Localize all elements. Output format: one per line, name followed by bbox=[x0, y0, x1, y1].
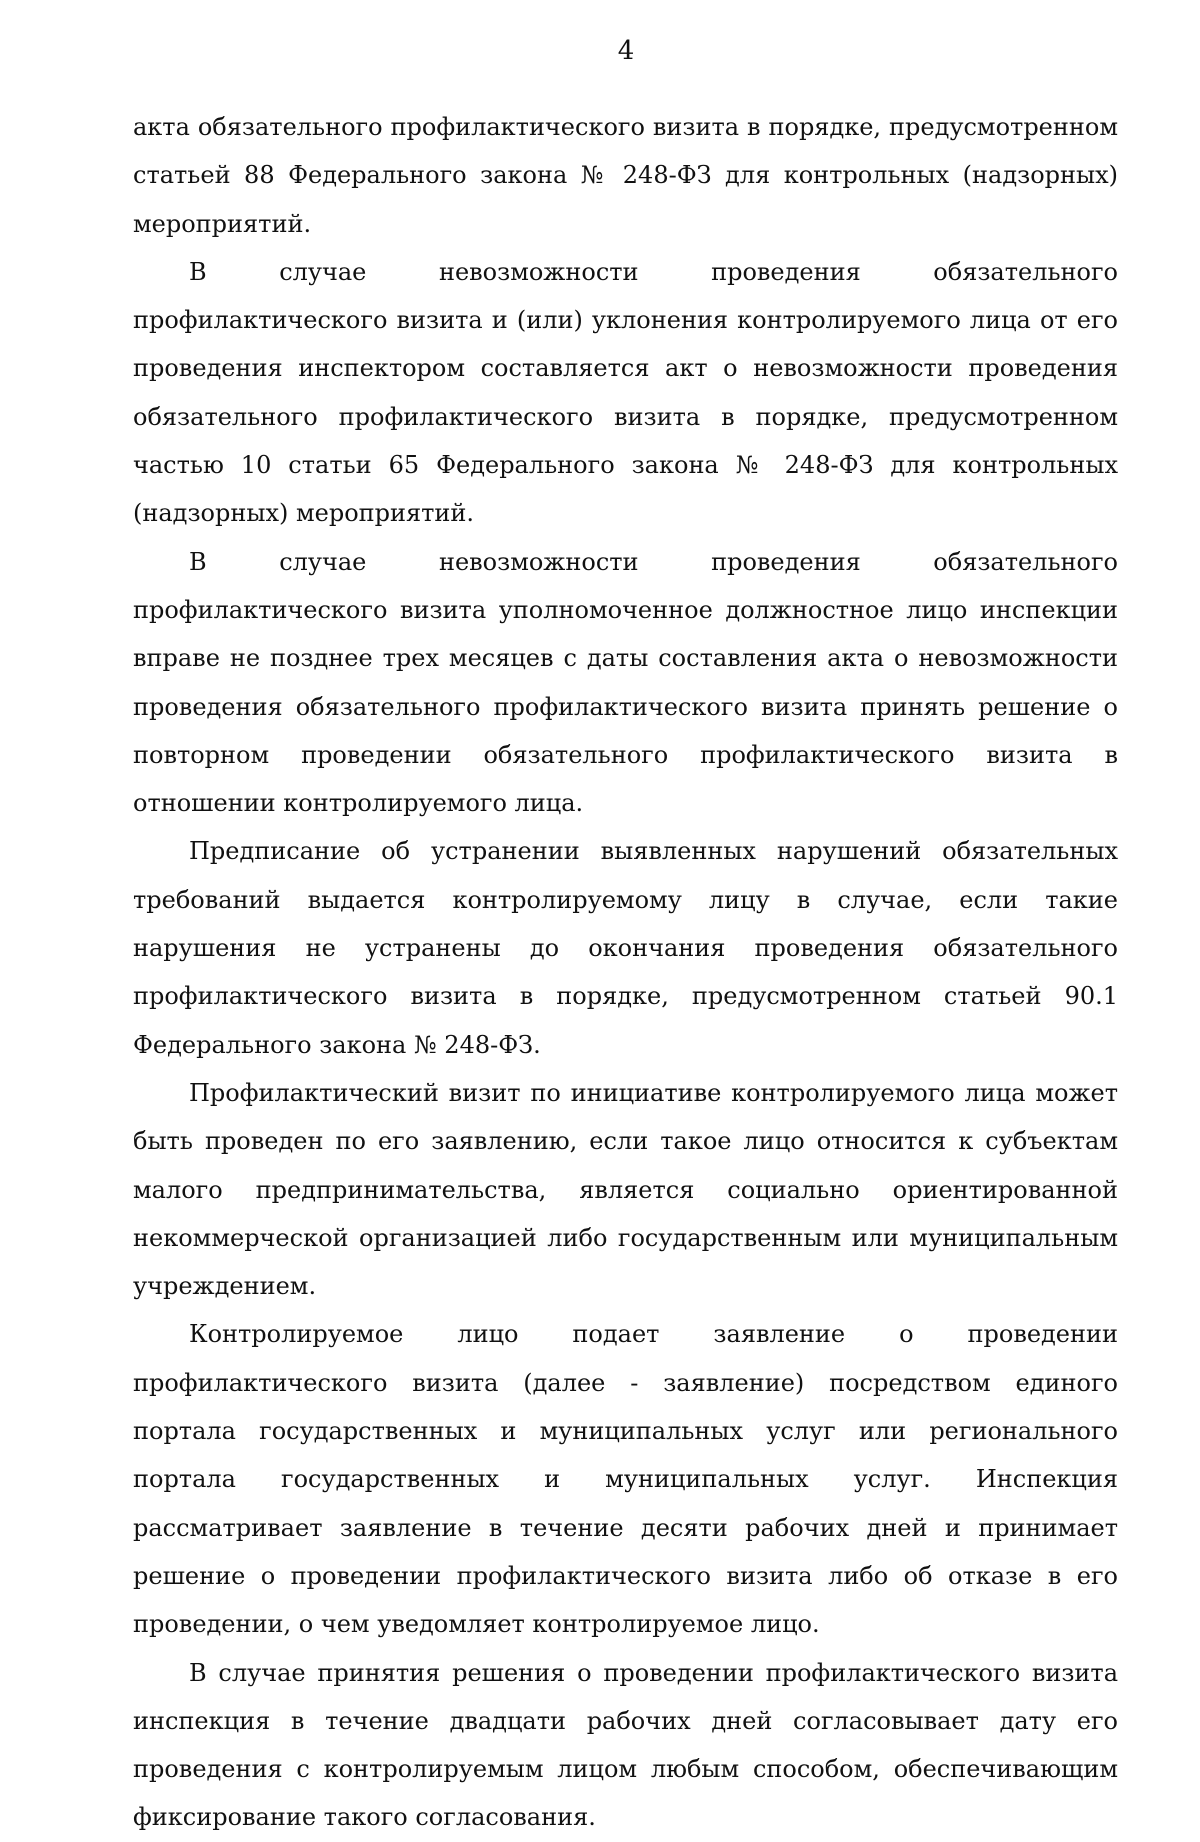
paragraph-1: акта обязательного профилактического визита в порядке, предусмотренном статьей 88 Федерального закона № 248-ФЗ для контрольных (надзорных) мероприятий. bbox=[133, 113, 1118, 238]
paragraph-7: В случае принятия решения о проведении профилактического визита инспекция в течение двадцати рабочих дней согласовывает дату его проведения с контролируемым лицом любым способом, обеспечивающим фиксирование такого согласования. bbox=[133, 1658, 1118, 1832]
paragraph-2: В случае невозможности проведения обязательного профилактического визита и (или) уклонения контролируемого лица от его проведения инспектором составляется акт о невозможности проведения обязательного профилактического визита в порядке, предусмотренном частью 10 статьи 65 Федерального закона № 248-ФЗ для контрольных (надзорных) мероприятий. bbox=[133, 257, 1118, 528]
paragraph-4: Предписание об устранении выявленных нарушений обязательных требований выдается контролируемому лицу в случае, если такие нарушения не устранены до окончания проведения обязательного профилактического визита в порядке, предусмотренном статьей 90.1 Федерального закона № 248-ФЗ. bbox=[133, 837, 1118, 1059]
document-body bbox=[133, 103, 1118, 1842]
paragraph-6: Контролируемое лицо подает заявление о проведении профилактического визита (далее - заявление) посредством единого портала государственных и муниципальных услуг или регионального портала государственных и муниципальных услуг. Инспекция рассматривает заявление в течение десяти рабочих дней и принимает решение о проведении профилактического визита либо об отказе в его проведении, о чем уведомляет контролируемое лицо. bbox=[133, 1320, 1118, 1639]
paragraph-5: Профилактический визит по инициативе контролируемого лица может быть проведен по его заявлению, если такое лицо относится к субъектам малого предпринимательства, является социально ориентированной некоммерческой организацией либо государственным или муниципальным учреждением. bbox=[133, 1078, 1118, 1301]
page-number: 4 bbox=[617, 36, 635, 66]
paragraph-3: В случае невозможности проведения обязательного профилактического визита уполномоченное должностное лицо инспекции вправе не позднее трех месяцев с даты составления акта о невозможности проведения обязательного профилактического визита принять решение о повторном проведении обязательного профилактического визита в отношении контролируемого лица. bbox=[133, 547, 1118, 818]
